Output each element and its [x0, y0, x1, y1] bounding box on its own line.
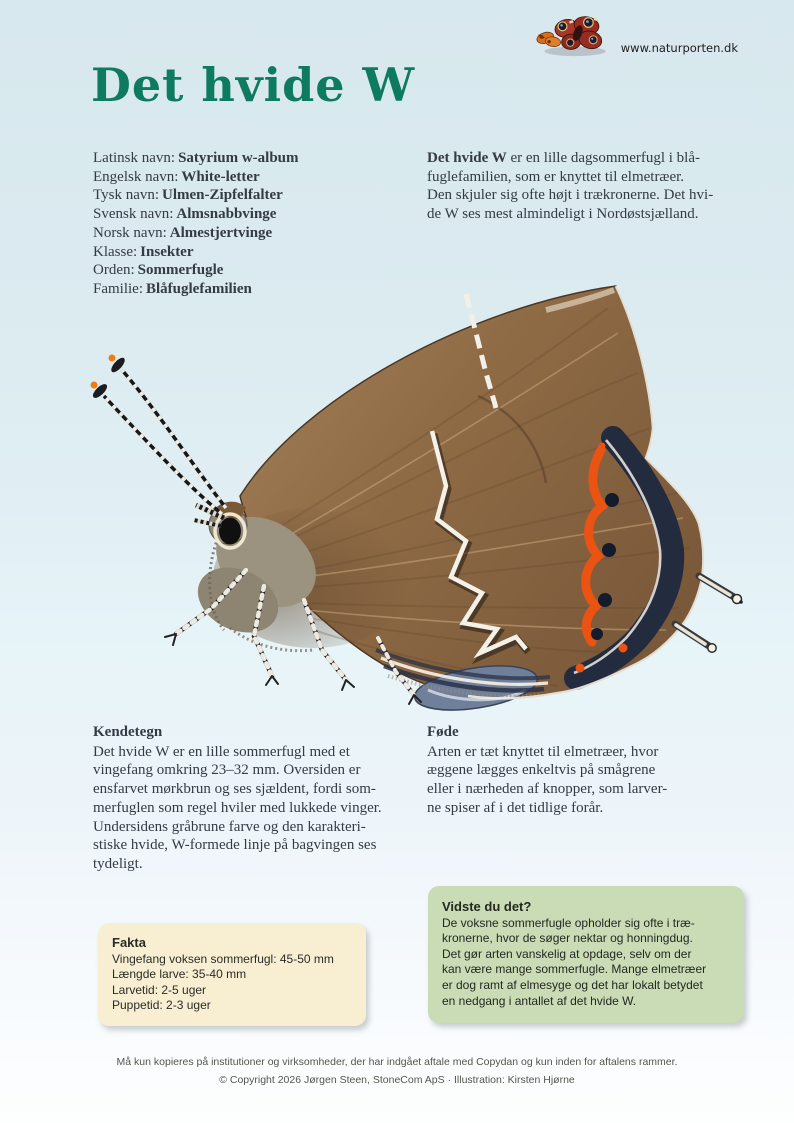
intro-text: er en lille dagsommerfugl i blå- fuglefamilien, som er knyttet til elmetræer. Den skjuler sig ofte højt i trækronerne. Det hvi- de W ses mest almindeligt i Nordøstsjælland. [427, 150, 714, 223]
vidste-heading: Vidste du det? [442, 899, 532, 914]
site-url: www.naturporten.dk [620, 41, 738, 55]
name-row-class: Klasse: Insekter [93, 243, 194, 260]
butterfly-illustration [78, 278, 748, 723]
antennae [91, 355, 227, 515]
footer [0, 1053, 794, 1089]
name-row-german: Tysk navn: Ulmen-Zipfelfalter [93, 187, 283, 204]
fakta-line-larva-time: Larvetid: 2-5 uger [112, 982, 207, 997]
section-kendetegn [93, 723, 435, 874]
intro-paragraph [427, 149, 757, 224]
head [194, 502, 247, 548]
fode-text: Arten er tæt knyttet til elmetræer, hvor æggene lægges enkeltvis på smågrene eller i nærheden af knopper, som larver- ne spiser af i det tidlige forår. [427, 743, 668, 816]
fakta-heading: Fakta [112, 935, 146, 950]
peacock-butterfly-logo-icon [534, 12, 616, 58]
vidste-text: De voksne sommerfugle opholder sig ofte i træ- kronerne, hvor de søger nektar og honningdug. Det gør arten vanskelig at opdage, selv om der kan være mange sommerfugle. Mange elmetræer er dog ramt af elmesyge og det har lokalt betydet en nedgang i antallet af det hvide W. [442, 915, 707, 1008]
vidste-du-det-box [428, 886, 744, 1023]
site-logo [534, 12, 738, 58]
footer-copy-permission: Må kun kopieres på institutioner og virksomheder, der har indgået aftale med Copydan og kun inden for aftalens rammer. [116, 1056, 678, 1068]
name-row-order: Orden: Sommerfugle [93, 262, 224, 279]
footer-copyright: © Copyright 2026 Jørgen Steen, StoneCom ApS · Illustration: Kirsten Hjørne [219, 1074, 575, 1086]
fakta-box [98, 923, 366, 1026]
fakta-line-wingspan: Vingefang voksen sommerfugl: 45-50 mm [112, 951, 334, 966]
intro-lead: Det hvide W [427, 150, 507, 166]
name-row-english: Engelsk navn: White-letter [93, 168, 260, 185]
name-row-latin: Latinsk navn: Satyrium w-album [93, 150, 299, 166]
section-fode [427, 723, 752, 818]
kendetegn-text: Det hvide W er en lille sommerfugl med et vingefang omkring 23–32 mm. Oversiden er ensfarvet mørkbrun og ses sjældent, fordi som- merfuglen som regel hviler med lukkede vinger. Undersidens gråbrune farve og den karakteri- stiske hvide, W-formede linje på bagvingen ses tydeligt. [93, 743, 382, 872]
name-row-swedish: Svensk navn: Almsnabbvinge [93, 206, 277, 223]
fakta-line-pupa-time: Puppetid: 2-3 uger [112, 998, 211, 1013]
name-row-family: Familie: Blåfuglefamilien [93, 280, 252, 297]
name-row-norwegian: Norsk navn: Almestjertvinge [93, 224, 273, 241]
fakta-line-larva-length: Længde larve: 35-40 mm [112, 967, 247, 982]
page-title: Det hvide W [91, 58, 416, 112]
kendetegn-heading: Kendetegn [93, 724, 163, 740]
white-letter-hairstreak-drawing-icon [78, 278, 748, 723]
fode-heading: Føde [427, 724, 459, 740]
species-names-list [93, 149, 299, 299]
